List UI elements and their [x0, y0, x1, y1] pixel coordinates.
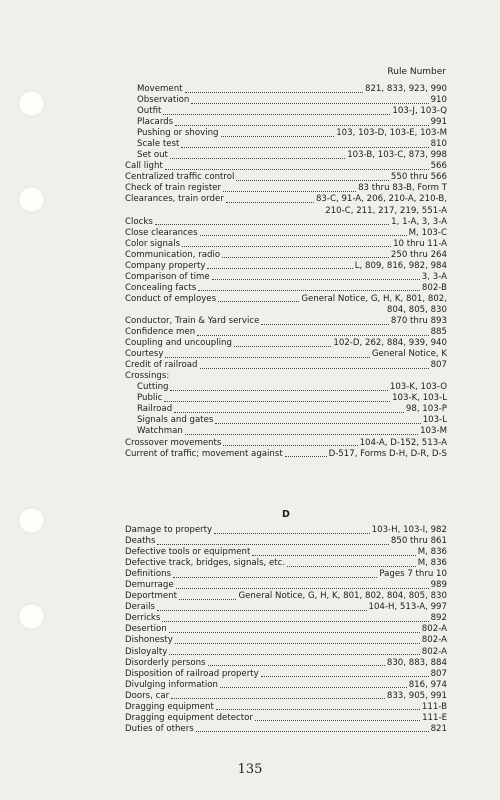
index-entry — [125, 525, 447, 536]
entry-label: Observation — [137, 95, 190, 106]
entry-label: Signals and gates — [137, 415, 214, 426]
entry-rule-reference: 3, 3-A — [421, 271, 447, 282]
entry-label: Conduct of employes — [125, 293, 217, 304]
leader-dots — [173, 576, 377, 578]
entry-rule-reference: 103-M — [420, 426, 447, 437]
entry-rule-reference: General Notice, K — [371, 349, 447, 360]
entry-label: Confidence men — [125, 327, 196, 338]
index-section-d — [125, 525, 447, 735]
entry-label: Derricks — [125, 613, 161, 624]
entry-rule-reference: 991 — [430, 117, 447, 128]
entry-rule-reference: 807 — [430, 360, 447, 371]
entry-rule-reference: 802-A — [421, 624, 447, 635]
index-entry — [125, 536, 447, 547]
entry-rule-reference: 804, 805, 830 — [386, 304, 447, 315]
index-entry — [125, 194, 447, 205]
entry-label: Scale test — [137, 139, 180, 150]
leader-dots — [223, 190, 356, 192]
index-entry — [125, 228, 447, 239]
leader-dots — [175, 124, 428, 126]
index-entry — [125, 569, 447, 580]
entry-label: Clocks — [125, 216, 153, 227]
index-entry — [125, 360, 447, 371]
entry-label: Demurrage — [125, 580, 174, 591]
entry-rule-reference: 892 — [430, 613, 447, 624]
entry-rule-reference: Pages 7 thru 10 — [379, 569, 447, 580]
index-entry — [125, 349, 447, 360]
entry-rule-reference: 103, 103-D, 103-E, 103-M — [336, 128, 447, 139]
entry-label: Crossover movements — [125, 437, 222, 448]
entry-label: Disloyalty — [125, 646, 168, 657]
index-entry — [125, 415, 447, 426]
index-entry — [125, 371, 447, 382]
index-entry — [125, 150, 447, 161]
leader-dots — [174, 411, 404, 413]
binder-hole — [18, 603, 45, 630]
leader-dots — [222, 256, 389, 258]
entry-label: Definitions — [125, 569, 172, 580]
entry-label: Placards — [137, 117, 174, 128]
entry-rule-reference: 802-A — [421, 646, 447, 657]
entry-label: Credit of railroad — [125, 360, 198, 371]
index-entry — [125, 250, 447, 261]
entry-rule-reference: 83-C, 91-A, 206, 210-A, 210-B, — [315, 194, 447, 205]
entry-label: Defective tools or equipment — [125, 547, 251, 558]
entry-rule-reference: General Notice, G, H, K, 801, 802, — [301, 293, 447, 304]
entry-rule-reference: 111-E — [422, 712, 447, 723]
entry-rule-reference: 821, 833, 923, 990 — [364, 84, 447, 94]
index-entry — [125, 613, 447, 624]
leader-dots — [234, 345, 331, 347]
index-entry — [125, 117, 447, 128]
entry-rule-reference: 250 thru 264 — [390, 249, 447, 260]
leader-dots — [261, 323, 388, 325]
leader-dots — [163, 113, 390, 115]
leader-dots — [255, 719, 420, 721]
entry-rule-reference: 103-K, 103-L — [392, 393, 447, 404]
entry-rule-reference: 816, 974 — [408, 679, 447, 690]
entry-rule-reference: 802-B — [421, 282, 447, 293]
entry-rule-reference: 103-J, 103-Q — [392, 106, 447, 117]
index-entry — [125, 382, 447, 393]
leader-dots — [196, 730, 429, 732]
entry-rule-reference: 566 — [430, 161, 447, 172]
leader-dots — [285, 455, 327, 457]
index-section-c — [125, 84, 447, 460]
index-entry — [125, 239, 447, 250]
entry-rule-reference: 1, 1-A, 3, 3-A — [391, 216, 447, 227]
rule-number-header: Rule Number — [387, 67, 446, 77]
index-entry — [125, 217, 447, 228]
entry-label: Concealing facts — [125, 282, 197, 293]
leader-dots — [162, 620, 428, 622]
index-entry — [125, 691, 447, 702]
leader-dots — [185, 433, 418, 435]
entry-label: Communication, radio — [125, 249, 221, 260]
entry-label: Crossings: — [125, 371, 170, 382]
entry-label: Call light — [125, 161, 163, 172]
index-entry — [125, 283, 447, 294]
leader-dots — [169, 653, 419, 655]
entry-label: Clearances, train order — [125, 194, 224, 205]
leader-dots — [157, 543, 388, 545]
leader-dots — [165, 168, 429, 170]
leader-dots — [157, 609, 367, 611]
leader-dots — [226, 201, 314, 203]
leader-dots — [179, 598, 236, 600]
entry-label: Check of train register — [125, 183, 222, 194]
entry-label: Color signals — [125, 238, 181, 249]
index-entry — [125, 647, 447, 658]
entry-label: Close clearances — [125, 227, 198, 238]
index-entry — [125, 680, 447, 691]
leader-dots — [170, 157, 345, 159]
index-entry — [125, 624, 447, 635]
entry-rule-reference: 850 thru 861 — [390, 536, 447, 547]
entry-rule-reference: 83 thru 83-B, Form T — [358, 183, 447, 194]
index-entry — [125, 272, 447, 283]
index-entry — [125, 713, 447, 724]
leader-dots — [216, 708, 420, 710]
leader-dots — [214, 532, 370, 534]
leader-dots — [164, 400, 390, 402]
index-entry — [125, 438, 447, 449]
leader-dots — [176, 587, 429, 589]
entry-label: Set out — [137, 150, 168, 161]
entry-label: Desertion — [125, 624, 167, 635]
entry-label: Courtesy — [125, 349, 164, 360]
leader-dots — [223, 444, 357, 446]
entry-label: Defective track, bridges, signals, etc. — [125, 558, 286, 569]
entry-rule-reference: 910 — [430, 95, 447, 106]
leader-dots — [155, 223, 389, 225]
entry-rule-reference: 885 — [430, 327, 447, 338]
index-entry-continuation — [125, 206, 447, 217]
entry-label: Cutting — [137, 382, 169, 393]
index-entry — [125, 316, 447, 327]
entry-rule-reference: M, 103-C — [408, 227, 447, 238]
index-entry — [125, 558, 447, 569]
entry-label: Dragging equipment detector — [125, 712, 253, 723]
index-entry — [125, 84, 447, 95]
leader-dots — [165, 356, 369, 358]
leader-dots — [218, 300, 299, 302]
index-entry — [125, 106, 447, 117]
leader-dots — [212, 278, 420, 280]
entry-rule-reference: 989 — [430, 580, 447, 591]
entry-label: Centralized traffic control — [125, 172, 235, 183]
entry-rule-reference: 802-A — [421, 635, 447, 646]
entry-label: Coupling and uncoupling — [125, 338, 232, 349]
entry-rule-reference: 821 — [430, 723, 447, 734]
leader-dots — [169, 631, 420, 633]
index-entry — [125, 139, 447, 150]
entry-rule-reference: 103-L — [422, 415, 447, 426]
leader-dots — [182, 245, 391, 247]
entry-label: Disposition of railroad property — [125, 668, 259, 679]
index-entry — [125, 327, 447, 338]
entry-rule-reference: General Notice, G, H, K, 801, 802, 804, 805, 830 — [238, 591, 447, 602]
entry-rule-reference: 807 — [430, 668, 447, 679]
entry-rule-reference: 103-B, 103-C, 873, 998 — [347, 150, 447, 161]
entry-label: Comparison of time — [125, 271, 210, 282]
entry-rule-reference: 550 thru 566 — [390, 172, 447, 183]
leader-dots — [236, 179, 389, 181]
entry-label: Damage to property — [125, 525, 213, 535]
index-entry — [125, 261, 447, 272]
entry-label: Divulging information — [125, 679, 218, 690]
entry-rule-reference: 111-B — [421, 701, 447, 712]
entry-rule-reference: 10 thru 11-A — [393, 238, 447, 249]
entry-label: Watchman — [137, 426, 183, 437]
entry-label: Deaths — [125, 536, 156, 547]
leader-dots — [181, 146, 428, 148]
leader-dots — [261, 675, 429, 677]
entry-label: Derails — [125, 602, 155, 613]
index-entry-continuation — [125, 305, 447, 316]
leader-dots — [170, 389, 387, 391]
entry-rule-reference: 103-K, 103-O — [389, 382, 447, 393]
entry-rule-reference: 833, 905, 991 — [386, 690, 447, 701]
index-entry — [125, 602, 447, 613]
entry-label: Movement — [137, 84, 183, 94]
binder-hole — [18, 90, 45, 117]
leader-dots — [171, 697, 385, 699]
entry-rule-reference: M, 836 — [417, 547, 447, 558]
leader-dots — [221, 135, 335, 137]
leader-dots — [200, 367, 429, 369]
index-entry — [125, 95, 447, 106]
entry-label: Current of traffic; movement against — [125, 448, 283, 459]
leader-dots — [175, 642, 420, 644]
leader-dots — [200, 234, 407, 236]
index-entry — [125, 426, 447, 437]
index-entry — [125, 161, 447, 172]
entry-rule-reference: 104-A, D-152, 513-A — [359, 437, 447, 448]
leader-dots — [198, 289, 420, 291]
binder-hole — [18, 507, 45, 534]
entry-label: Pushing or shoving — [137, 128, 219, 139]
entry-label: Doors, car — [125, 690, 170, 701]
leader-dots — [208, 664, 385, 666]
entry-rule-reference: D-517, Forms D-H, D-R, D-S — [328, 448, 447, 459]
index-entry — [125, 183, 447, 194]
leader-dots — [191, 102, 428, 104]
index-entry — [125, 669, 447, 680]
leader-dots — [287, 565, 416, 567]
leader-dots — [215, 422, 420, 424]
entry-label: Outfit — [137, 106, 162, 117]
entry-rule-reference: 210-C, 211, 217, 219, 551-A — [325, 205, 447, 216]
entry-rule-reference: 104-H, 513-A, 997 — [368, 602, 447, 613]
entry-label: Disorderly persons — [125, 657, 206, 668]
entry-rule-reference: L, 809, 816, 982, 984 — [354, 260, 447, 271]
index-entry — [125, 724, 447, 735]
entry-label: Dragging equipment — [125, 701, 214, 712]
entry-label: Deportment — [125, 591, 177, 602]
index-entry — [125, 635, 447, 646]
entry-label: Public — [137, 393, 163, 404]
index-entry — [125, 404, 447, 415]
leader-dots — [197, 334, 428, 336]
index-entry — [125, 172, 447, 183]
leader-dots — [252, 554, 415, 556]
index-entry — [125, 338, 447, 349]
entry-label: Dishonesty — [125, 635, 173, 646]
entry-rule-reference: 102-D, 262, 884, 939, 940 — [333, 338, 447, 349]
entry-rule-reference: M, 836 — [417, 558, 447, 569]
entry-rule-reference: 103-H, 103-I, 982 — [371, 525, 447, 535]
index-entry — [125, 393, 447, 404]
entry-label: Railroad — [137, 404, 173, 415]
index-entry — [125, 128, 447, 139]
entry-label: Duties of others — [125, 723, 194, 734]
section-letter-d: D — [282, 509, 290, 520]
binder-hole — [18, 186, 45, 213]
leader-dots — [185, 91, 363, 93]
page-number: 135 — [237, 762, 263, 777]
index-entry — [125, 580, 447, 591]
entry-rule-reference: 98, 103-P — [405, 404, 447, 415]
index-entry — [125, 294, 447, 305]
leader-dots — [207, 267, 352, 269]
index-entry — [125, 591, 447, 602]
index-entry — [125, 547, 447, 558]
index-entry — [125, 449, 447, 460]
entry-rule-reference: 830, 883, 884 — [386, 657, 447, 668]
entry-rule-reference: 810 — [430, 139, 447, 150]
entry-rule-reference: 870 thru 893 — [390, 315, 447, 326]
index-entry — [125, 702, 447, 713]
leader-dots — [220, 686, 407, 688]
entry-label: Conductor, Train & Yard service — [125, 315, 260, 326]
entry-label: Company property — [125, 260, 206, 271]
index-entry — [125, 658, 447, 669]
